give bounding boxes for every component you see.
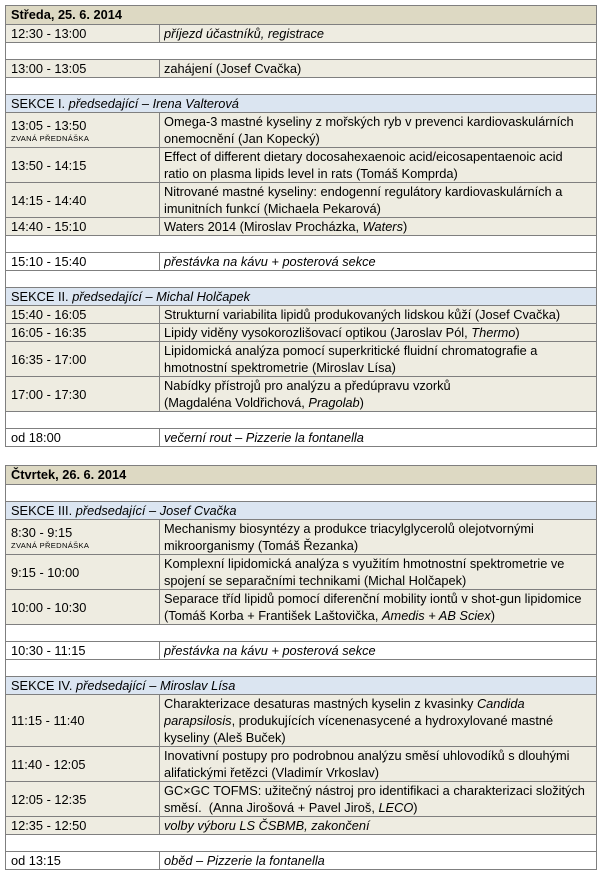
entry-text: ) [402, 219, 408, 234]
entry-text: Omega-3 mastné kyseliny z mořských ryb v prevenci kardiovaskulárních [164, 114, 574, 129]
blank-row [6, 625, 596, 642]
entry-line [164, 429, 596, 446]
entry-text-italic: Waters [362, 219, 403, 234]
schedule-entry [6, 60, 596, 78]
entry-description [160, 306, 596, 323]
entry-line [164, 590, 596, 607]
entry-line [164, 253, 596, 270]
time-range: 17:00 - 17:30 [11, 386, 87, 402]
section-label: SEKCE III. [11, 503, 73, 518]
entry-description [160, 113, 596, 147]
schedule-entry [6, 218, 596, 236]
entry-text: směsí. (Anna Jirošová + Pavel Jiroš, [164, 800, 379, 815]
entry-line [164, 394, 596, 411]
entry-description [160, 253, 596, 270]
entry-description [160, 642, 596, 659]
entry-line [164, 359, 596, 376]
entry-text: (Tomáš Korba + František Laštovička, [164, 608, 382, 623]
schedule-entry [6, 429, 596, 447]
schedule-entry [6, 306, 596, 324]
entry-text: zahájení (Josef Cvačka) [164, 61, 302, 76]
entry-text: Effect of different dietary docosahexaenoic acid/eicosapentaenoic acid [164, 149, 563, 164]
time-range: 14:15 - 14:40 [11, 192, 87, 208]
blank-row [6, 412, 596, 429]
schedule-entry [6, 642, 596, 660]
schedule-entry [6, 253, 596, 271]
entry-line [164, 200, 596, 217]
entry-text: ) [359, 395, 364, 410]
entry-line [164, 799, 596, 816]
schedule-entry [6, 782, 596, 817]
entry-text-italic: volby výboru LS ČSBMB, zakončení [164, 818, 370, 833]
entry-text-italic: Pragolab [308, 395, 360, 410]
time-range: 13:05 - 13:50 [11, 117, 87, 133]
entry-description [160, 695, 596, 746]
entry-line [164, 520, 596, 537]
time-cell [6, 520, 160, 554]
time-cell [6, 590, 160, 624]
entry-text-italic: parapsilosis [164, 713, 232, 728]
schedule-entry [6, 342, 596, 377]
time-cell [6, 429, 160, 446]
schedule-entry [6, 113, 596, 148]
entry-line [164, 165, 596, 182]
entry-text-italic: Thermo [471, 325, 516, 340]
entry-text: Inovativní postupy pro podrobnou analýzu směsí uhlovodíků s dlouhými [164, 748, 570, 763]
schedule-entry [6, 148, 596, 183]
entry-line [164, 712, 596, 729]
section-header [6, 502, 596, 520]
entry-text-italic: večerní rout – Pizzerie la fontanella [164, 430, 364, 445]
blank-row [6, 835, 596, 852]
section-label: SEKCE IV. [11, 678, 73, 693]
time-range: 12:30 - 13:00 [11, 26, 87, 41]
entry-text: Strukturní variabilita lipidů produkovaných lidskou kůží (Josef Cvačka) [164, 307, 561, 322]
entry-line [164, 148, 596, 165]
section-chair: předsedající – Miroslav Lísa [76, 678, 236, 693]
time-cell [6, 817, 160, 834]
schedule-entry [6, 817, 596, 835]
time-cell [6, 695, 160, 746]
day-date: Středa, 25. 6. 2014 [11, 7, 122, 22]
time-cell [6, 218, 160, 235]
entry-text-italic: Candida [476, 696, 525, 711]
entry-line [164, 642, 596, 659]
time-cell [6, 183, 160, 217]
time-cell [6, 324, 160, 341]
blank-row [6, 236, 596, 253]
entry-line [164, 113, 596, 130]
entry-text: Mechanismy biosyntézy a produkce triacylglycerolů olejotvornými [164, 521, 534, 536]
entry-description [160, 183, 596, 217]
time-range: 9:15 - 10:00 [11, 564, 80, 580]
section-chair: předsedající – Michal Holčapek [72, 289, 251, 304]
section-label: SEKCE I. [11, 96, 66, 111]
entry-text: ratio on plasma lipids level in rats (Tomáš Komprda) [164, 166, 458, 181]
schedule-entry [6, 590, 596, 625]
entry-text: ) [413, 800, 418, 815]
time-range: 14:40 - 15:10 [11, 219, 87, 234]
section-header [6, 288, 596, 306]
entry-text: alifatickými řetězci (Vladimír Vrkoslav) [164, 765, 379, 780]
blank-row [6, 660, 596, 677]
time-range: 13:00 - 13:05 [11, 61, 87, 76]
section-header [6, 677, 596, 695]
time-range: 16:05 - 16:35 [11, 325, 87, 340]
entry-text: GC×GC TOFMS: užitečný nástroj pro identifikaci a charakterizaci složitých [164, 783, 585, 798]
entry-description [160, 148, 596, 182]
entry-text: spojení se separačními technikami (Michal Holčapek) [164, 573, 467, 588]
schedule-entry [6, 324, 596, 342]
section-chair: předsedající – Josef Cvačka [75, 503, 237, 518]
schedule-entry [6, 695, 596, 747]
day-table [5, 465, 597, 870]
entry-text: (Magdaléna Voldřichová, [164, 395, 309, 410]
invited-lecture-note: ZVANÁ PŘEDNÁŠKA [11, 133, 90, 143]
schedule-entry [6, 747, 596, 782]
entry-text: ) [515, 325, 520, 340]
entry-description [160, 377, 596, 411]
entry-line [164, 695, 596, 712]
time-cell [6, 148, 160, 182]
schedule-entry [6, 555, 596, 590]
entry-description [160, 25, 596, 42]
time-range: 8:30 - 9:15 [11, 524, 73, 540]
time-cell [6, 253, 160, 270]
entry-line [164, 60, 596, 77]
entry-description [160, 342, 596, 376]
time-range: 12:35 - 12:50 [11, 818, 87, 833]
entry-line [164, 218, 596, 235]
time-range: od 13:15 [11, 853, 61, 868]
entry-line [164, 130, 596, 147]
entry-line [164, 342, 596, 359]
entry-line [164, 817, 596, 834]
entry-text-italic: příjezd účastníků, registrace [164, 26, 325, 41]
entry-text: kyseliny (Aleš Buček) [164, 730, 286, 745]
entry-text-italic: přestávka na kávu + posterová sekce [164, 254, 376, 269]
entry-text: onemocnění (Jan Kopecký) [164, 131, 320, 146]
entry-text: mikroorganismy (Tomáš Řezanka) [164, 538, 359, 553]
time-cell [6, 642, 160, 659]
time-cell [6, 25, 160, 42]
entry-description [160, 60, 596, 77]
time-cell [6, 377, 160, 411]
entry-line [164, 306, 596, 323]
blank-row [6, 271, 596, 288]
entry-line [164, 764, 596, 781]
invited-lecture-note: ZVANÁ PŘEDNÁŠKA [11, 540, 90, 550]
blank-row [6, 78, 596, 95]
entry-line [164, 852, 596, 869]
time-range: 13:50 - 14:15 [11, 157, 87, 173]
schedule-entry [6, 520, 596, 555]
entry-description [160, 324, 596, 341]
entry-text: Separace tříd lipidů pomocí diferenční mobility iontů v shot-gun lipidomice [164, 591, 582, 606]
entry-text: Waters 2014 (Miroslav Procházka, [164, 219, 363, 234]
entry-text-italic: LECO [378, 800, 414, 815]
blank-row [6, 43, 596, 60]
entry-description [160, 590, 596, 624]
schedule-entry [6, 25, 596, 43]
entry-line [164, 183, 596, 200]
time-cell [6, 113, 160, 147]
time-cell [6, 555, 160, 589]
entry-text-italic: přestávka na kávu + posterová sekce [164, 643, 376, 658]
time-cell [6, 342, 160, 376]
time-cell [6, 747, 160, 781]
entry-line [164, 747, 596, 764]
time-range: 15:10 - 15:40 [11, 254, 87, 269]
entry-text: hmotnostní spektrometrie (Miroslav Lísa) [164, 360, 396, 375]
time-cell [6, 852, 160, 869]
entry-description [160, 747, 596, 781]
time-range: 11:40 - 12:05 [11, 756, 86, 772]
entry-description [160, 218, 596, 235]
time-range: 16:35 - 17:00 [11, 351, 87, 367]
entry-text: Charakterizace desaturas mastných kyselin z kvasinky [164, 696, 477, 711]
time-range: od 18:00 [11, 430, 61, 445]
entry-line [164, 25, 596, 42]
entry-text: ) [490, 608, 495, 623]
section-header [6, 95, 596, 113]
entry-description [160, 429, 596, 446]
entry-line [164, 377, 596, 394]
blank-row [6, 485, 596, 502]
time-cell [6, 60, 160, 77]
entry-line [164, 729, 596, 746]
time-range: 10:30 - 11:15 [11, 643, 86, 658]
entry-text: Nitrované mastné kyseliny: endogenní regulátory kardiovaskulárních a [164, 184, 563, 199]
entry-line [164, 537, 596, 554]
entry-line [164, 607, 596, 624]
entry-description [160, 852, 596, 869]
entry-description [160, 782, 596, 816]
entry-text: Lipidomická analýza pomocí superkritické fluidní chromatografie a [164, 343, 538, 358]
entry-line [164, 782, 596, 799]
entry-text: Nabídky přístrojů pro analýzu a předúpravu vzorků [164, 378, 451, 393]
entry-text: Lipidy viděny vysokorozlišovací optikou (Jaroslav Pól, [164, 325, 472, 340]
entry-text: imunitních funkcí (Michaela Pekarová) [164, 201, 381, 216]
entry-text: Komplexní lipidomická analýza s využitím hmotnostní spektrometrie ve [164, 556, 565, 571]
day-header [6, 466, 596, 485]
entry-description [160, 520, 596, 554]
schedule-entry [6, 183, 596, 218]
entry-text: , produkujících vícenenasycené a hydroxylované mastné [231, 713, 554, 728]
time-range: 11:15 - 11:40 [11, 713, 85, 728]
time-cell [6, 306, 160, 323]
day-date: Čtvrtek, 26. 6. 2014 [11, 467, 127, 482]
entry-line [164, 572, 596, 589]
entry-description [160, 555, 596, 589]
entry-description [160, 817, 596, 834]
schedule-entry [6, 852, 596, 870]
entry-line [164, 555, 596, 572]
entry-line [164, 324, 596, 341]
schedule-entry [6, 377, 596, 412]
time-range: 12:05 - 12:35 [11, 791, 87, 807]
section-label: SEKCE II. [11, 289, 69, 304]
day-table [5, 5, 597, 447]
time-range: 15:40 - 16:05 [11, 307, 87, 322]
day-header [6, 6, 596, 25]
entry-text-italic: oběd – Pizzerie la fontanella [164, 853, 325, 868]
section-chair: předsedající – Irena Valterová [68, 96, 239, 111]
time-cell [6, 782, 160, 816]
entry-text-italic: Amedis + AB Sciex [382, 608, 491, 623]
time-range: 10:00 - 10:30 [11, 599, 87, 615]
